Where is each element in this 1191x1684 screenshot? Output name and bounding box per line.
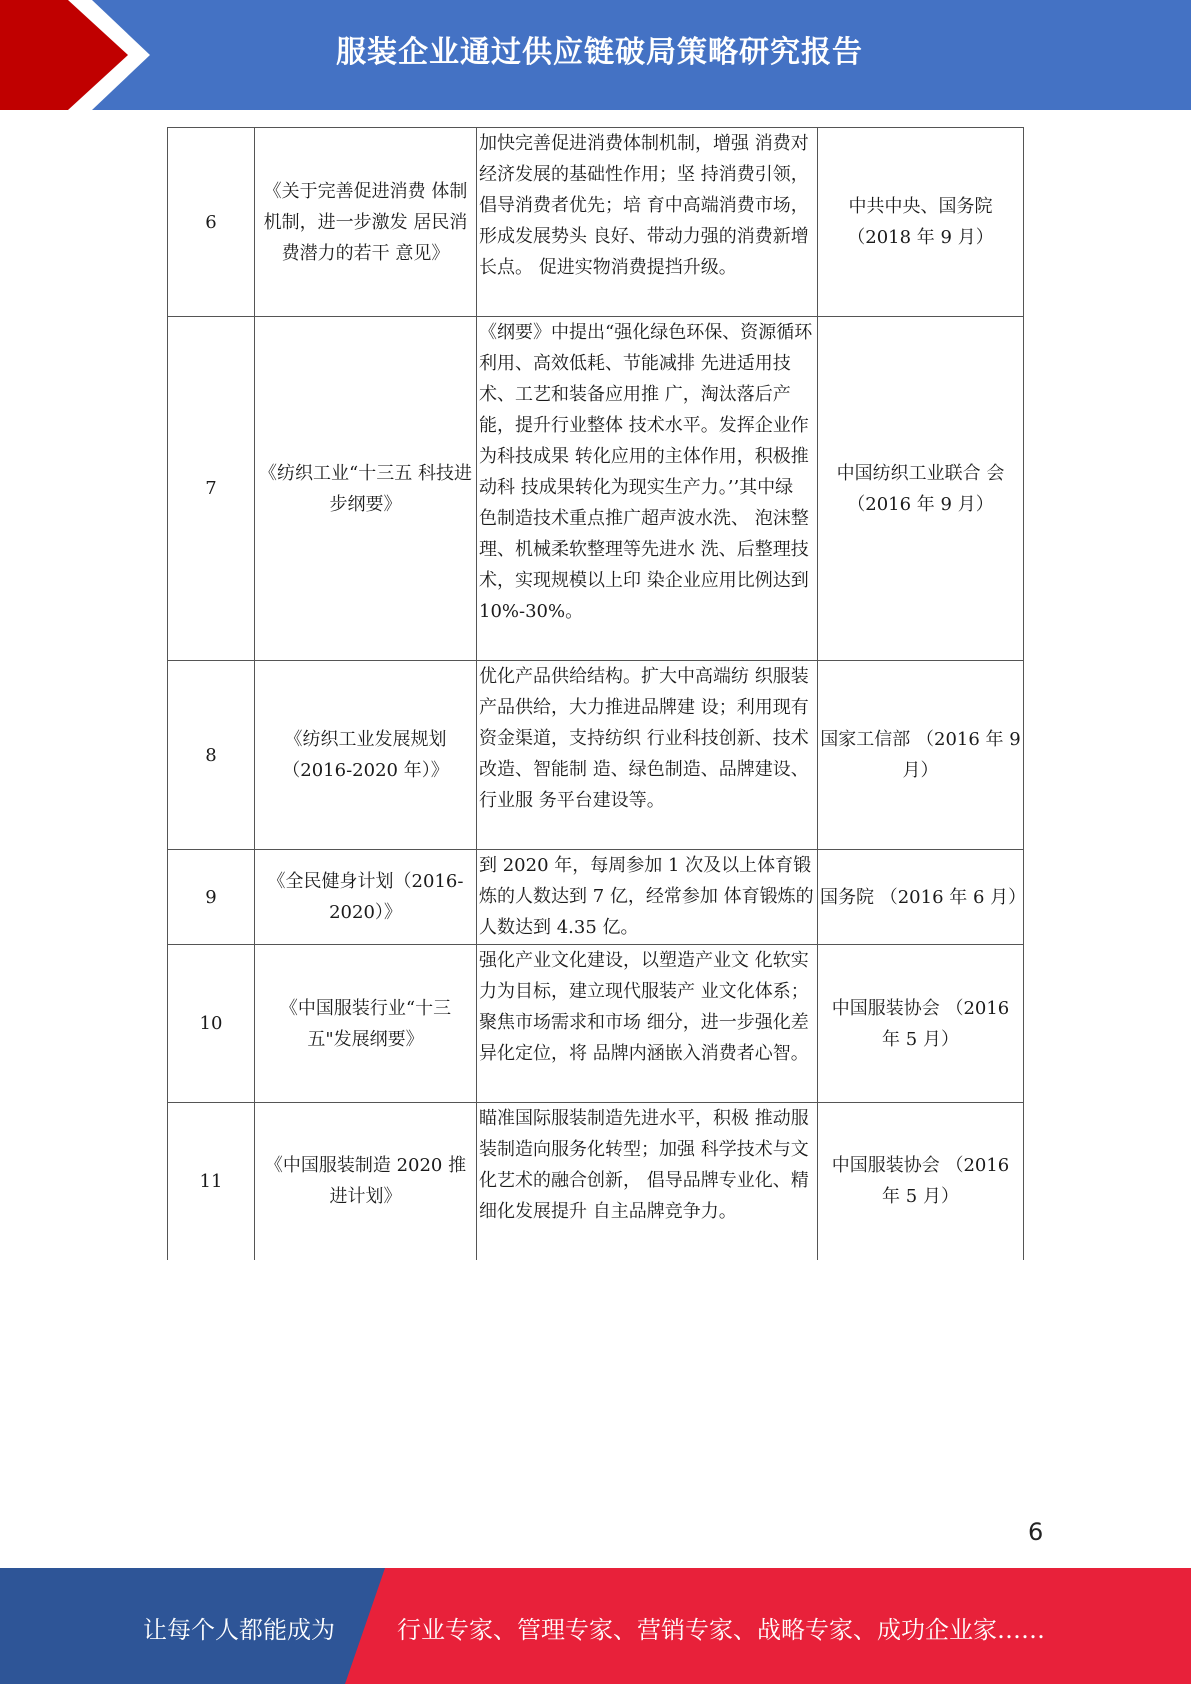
policy-description: 瞄准国际服装制造先进水平，积极 推动服装制造向服务化转型；加强 科学技术与文化艺术的融合创新， 倡导品牌专业化、精细化发展提升 自主品牌竞争力。: [477, 1103, 818, 1260]
policy-table: [167, 127, 1027, 1260]
row-number: 9: [168, 850, 255, 945]
policy-description: 《纲要》中提出“强化绿色环保、资源循环利用、高效低耗、节能减排 先进适用技术、工艺和装备应用推 广，淘汰落后产能，提升行业整体 技术水平。发挥企业作为科技成果 转化应用的主体作用，积极推动科 技成果转化为现实生产力。’’其中绿 色制造技术重点推广超声波水洗、 泡沫整理、机械柔软整理等先进水 洗、后整理技术，实现规模以上印 染企业应用比例达到10%-30%。: [477, 317, 818, 661]
row-number: 8: [168, 661, 255, 850]
issuing-authority: 国务院 （2016 年 6 月）: [818, 850, 1024, 945]
table-row: [168, 128, 1024, 317]
footer-slogan-right: 行业专家、管理专家、营销专家、战略专家、成功企业家……: [397, 1616, 1045, 1644]
issuing-authority: 国家工信部 （2016 年 9 月）: [818, 661, 1024, 850]
issuing-authority: 中国服装协会 （2016 年 5 月）: [818, 1103, 1024, 1260]
table-row: [168, 661, 1024, 850]
header-arrow-icon: [0, 0, 160, 110]
policy-description: 加快完善促进消费体制机制，增强 消费对经济发展的基础性作用；坚 持消费引领，倡导消费者优先；培 育中高端消费市场，形成发展势头 良好、带动力强的消费新增长点。 促进实物消费提挡升级。: [477, 128, 818, 317]
policy-name: 《关于完善促进消费 体制机制，进一步激发 居民消费潜力的若干 意见》: [255, 128, 477, 317]
table-row: [168, 317, 1024, 661]
row-number: 11: [168, 1103, 255, 1260]
footer-band: [0, 1568, 1191, 1684]
policy-description: 到 2020 年，每周参加 1 次及以上体育锻炼的人数达到 7 亿，经常参加 体育锻炼的人数达到 4.35 亿。: [477, 850, 818, 945]
policy-description: 强化产业文化建设，以塑造产业文 化软实力为目标，建立现代服装产 业文化体系；聚焦市场需求和市场 细分，进一步强化差异化定位，将 品牌内涵嵌入消费者心智。: [477, 945, 818, 1103]
table-row: [168, 945, 1024, 1103]
report-title: 服装企业通过供应链破局策略研究报告: [336, 35, 863, 70]
policy-name: 《中国服装行业“十三 五"发展纲要》: [255, 945, 477, 1103]
issuing-authority: 中共中央、国务院（2018 年 9 月）: [818, 128, 1024, 317]
policy-description: 优化产品供给结构。扩大中高端纺 织服装产品供给，大力推进品牌建 设；利用现有资金渠道，支持纺织 行业科技创新、技术改造、智能制 造、绿色制造、品牌建设、行业服 务平台建设等。: [477, 661, 818, 850]
issuing-authority: 中国纺织工业联合 会（2016 年 9 月）: [818, 317, 1024, 661]
policy-name: 《纺织工业发展规划（2016-2020 年）》: [255, 661, 477, 850]
policy-name: 《中国服装制造 2020 推进计划》: [255, 1103, 477, 1260]
header-band: [0, 0, 1191, 110]
table-row: [168, 850, 1024, 945]
policy-name: 《全民健身计划（2016-2020）》: [255, 850, 477, 945]
page-number: 6: [1028, 1518, 1044, 1546]
footer-slogan-left: 让每个人都能成为: [143, 1616, 335, 1644]
table-row: [168, 1103, 1024, 1260]
policy-name: 《纺织工业“十三五 科技进步纲要》: [255, 317, 477, 661]
row-number: 10: [168, 945, 255, 1103]
row-number: 6: [168, 128, 255, 317]
row-number: 7: [168, 317, 255, 661]
issuing-authority: 中国服装协会 （2016 年 5 月）: [818, 945, 1024, 1103]
